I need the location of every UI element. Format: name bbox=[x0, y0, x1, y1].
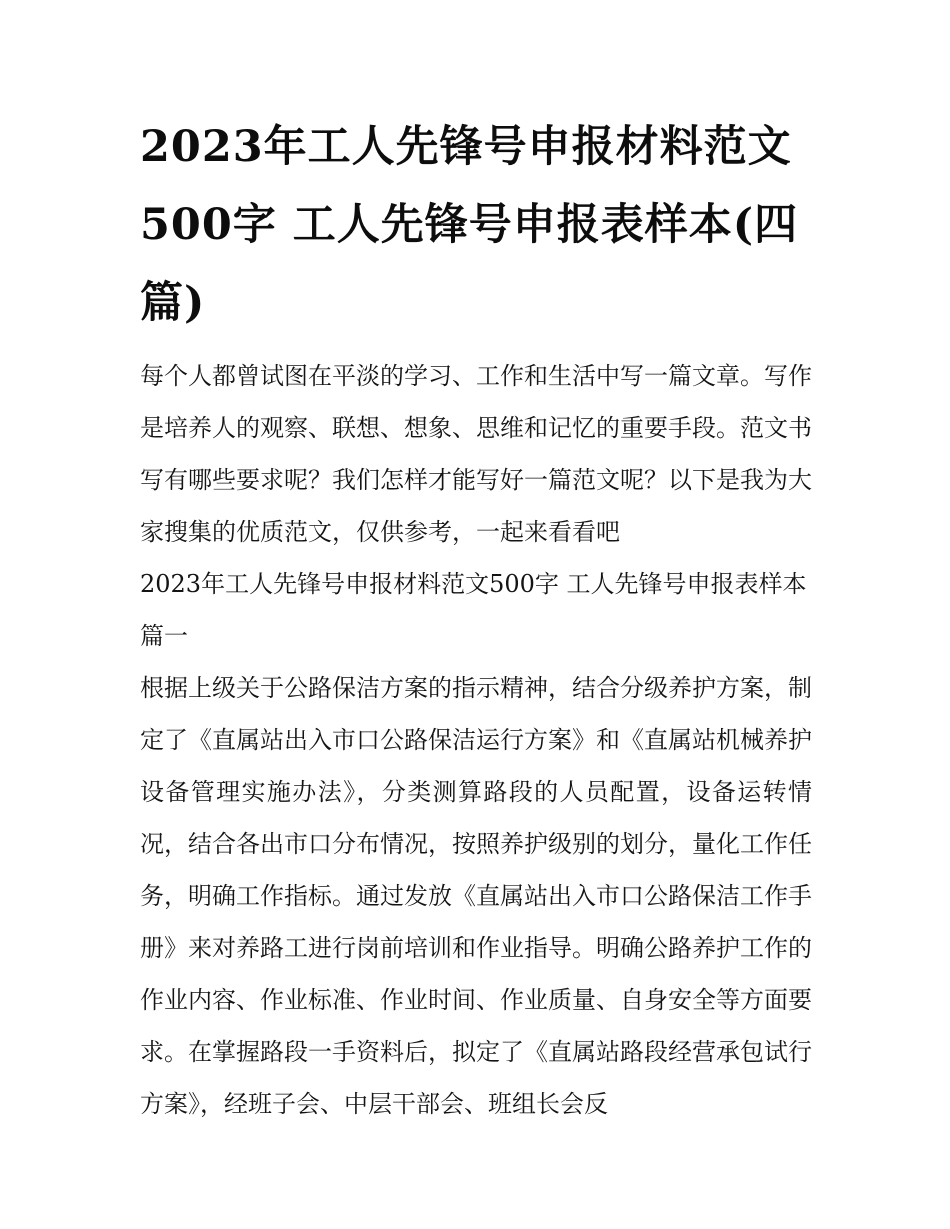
document-content bbox=[140, 108, 812, 1130]
body-paragraph: 根据上级关于公路保洁方案的指示精神，结合分级养护方案，制定了《直属站出入市口公路保洁运行方案》和《直属站机械养护设备管理实施办法》，分类测算路段的人员配置，设备运转情况，结合各出市口分布情况，按照养护级别的划分，量化工作任务，明确工作指标。通过发放《直属站出入市口公路保洁工作手册》来对养路工进行岗前培训和作业指导。明确公路养护工作的作业内容、作业标准、作业时间、作业质量、自身安全等方面要求。在掌握路段一手资料后，拟定了《直属站路段经营承包试行方案》，经班子会、中层干部会、班组长会反 bbox=[140, 674, 812, 1118]
intro-paragraph: 每个人都曾试图在平淡的学习、工作和生活中写一篇文章。写作是培养人的观察、联想、想象、思维和记忆的重要手段。范文书写有哪些要求呢？我们怎样才能写好一篇范文呢？以下是我为大家搜集的优质范文，仅供参考，一起来看看吧 bbox=[140, 362, 812, 546]
document-title: 2023年工人先锋号申报材料范文500字 工人先锋号申报表样本(四篇) bbox=[140, 122, 799, 328]
section-heading: 2023年工人先锋号申报材料范文500字 工人先锋号申报表样本篇一 bbox=[140, 570, 807, 650]
